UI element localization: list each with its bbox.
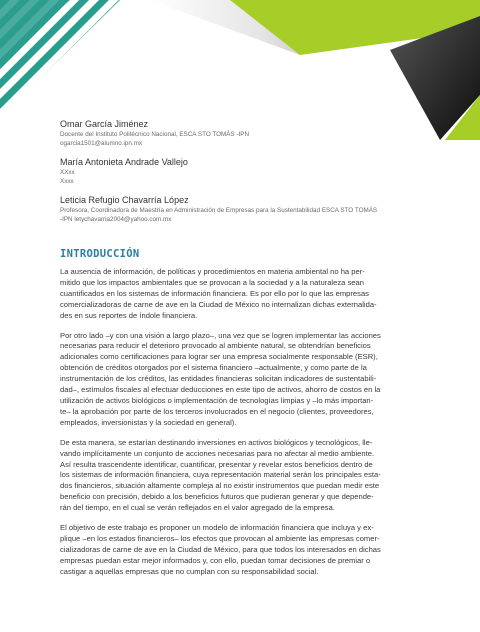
paragraph-line: necesarias para reducir el deterioro provocado al ambiente natural, se obtendrían beneficios [60, 341, 371, 351]
paragraph-line: De esta manera, se estarían destinando inversiones en activos biológicos y tecnológicos, lle- [60, 437, 373, 447]
paragraph-line: los sistemas de información financiera, cuya representación material serán los principales esta- [60, 470, 381, 480]
author-email: -IPN letychavarria2004@yahoo.com.mx [60, 216, 172, 223]
author-name: María Antonieta Andrade Vallejo [60, 157, 188, 167]
paragraph-line: La ausencia de información, de políticas y procedimientos en materia ambiental no ha per- [60, 267, 365, 276]
author-email: Xxxx [60, 178, 74, 185]
paragraph-line: plique –en los estados financieros– los efectos que provocan al ambiente las empresas comer- [60, 533, 380, 543]
paragraph-line: El objetivo de este trabajo es proponer un modelo de información financiera que incluya y ex- [60, 523, 374, 533]
paragraph-line: obtención de créditos otorgados por el sistema financiero –actualmente, y como parte de la [60, 363, 367, 373]
author-name: Omar García Jiménez [60, 119, 149, 129]
paragraph-line: adicionales como certificaciones para lograr ser una empresa socialmente responsable (ESR), [60, 352, 378, 362]
paragraph-line: empleados, inversionistas y la sociedad en general). [60, 417, 237, 427]
author-email: ogarcia1501@alumno.ipn.mx [60, 140, 143, 147]
paragraph-line: utilización de activos biológicos o implementación de tecnologías limpias y –lo más importan- [60, 395, 374, 405]
paragraph-line: castigar a aquellas empresas que no cumplan con su responsabilidad social. [60, 566, 319, 576]
paragraph-line: mitido que los impactos ambientales que se provocan a la sociedad y a la naturaleza sean [60, 277, 364, 287]
paragraph [60, 267, 437, 322]
paragraph-line: empresas puedan estar mejor informados y, con ello, puedan tomar decisiones de premiar o [60, 555, 371, 565]
author-affiliation: Profesora, Coordinadora de Maestría en Administración de Empresas para la Sustentabilidad ESCA STO TOMÁS [60, 207, 378, 214]
author-list [60, 118, 460, 232]
paragraph-line: dad–, estímulos fiscales al efectuar deducciones en este tipo de activos, ahorro de costos en la [60, 385, 381, 395]
paragraph-line: rán del tiempo, en el cual se verán reflejados en el valor agregado de la empresa. [60, 503, 335, 513]
article-body [60, 267, 437, 587]
paragraph-line: dos financieros, situación altamente compleja al no existir instrumentos que puedan medir este [60, 481, 380, 491]
paragraph [60, 438, 437, 514]
paragraph-line: comercializadoras de carne de ave en la Ciudad de México no internalizan dichas externalida- [60, 299, 377, 309]
author-3 [60, 194, 460, 224]
author-affiliation: XXxx [60, 169, 75, 176]
paragraph-line: instrumentación de los créditos, las entidades financieras solicitan indicadores de sustentabili- [60, 374, 377, 384]
paragraph-line: des en sus reportes de índole financiera. [60, 310, 198, 320]
author-affiliation: Docente del Instituto Politécnico Nacional, ESCA STO TOMÁS -IPN [60, 131, 249, 138]
paragraph-line: beneficio con precisión, debido a los beneficios futuros que pudieran generar y que depende- [60, 492, 374, 502]
paragraph-line: vando implícitamente un conjunto de acciones necesarias para no afectar al medio ambiente. [60, 448, 375, 458]
author-1 [60, 118, 460, 148]
section-title: INTRODUCCIÓN [60, 248, 140, 260]
paragraph-line: Así resulta trascendente identificar, cuantificar, presentar y revelar estos beneficios dentro de [60, 459, 373, 469]
paragraph-line: cializadoras de carne de ave en la Ciudad de México, para que todos los interesados en dichas [60, 544, 381, 554]
paragraph-line: Por otro lado –y con una visión a largo plazo–, una vez que se logren implementar las acciones [60, 330, 381, 340]
paragraph [60, 331, 437, 429]
paragraph-line: cuantificados en los sistemas de información financiera. Es por ello por lo que las empresas [60, 288, 369, 298]
author-name: Leticia Refugio Chavarría López [60, 195, 189, 205]
paragraph-line: te– la aprobación por parte de los terceros involucrados en el negocio (clientes, proveedores, [60, 406, 374, 416]
paragraph [60, 523, 437, 578]
author-2 [60, 156, 460, 186]
